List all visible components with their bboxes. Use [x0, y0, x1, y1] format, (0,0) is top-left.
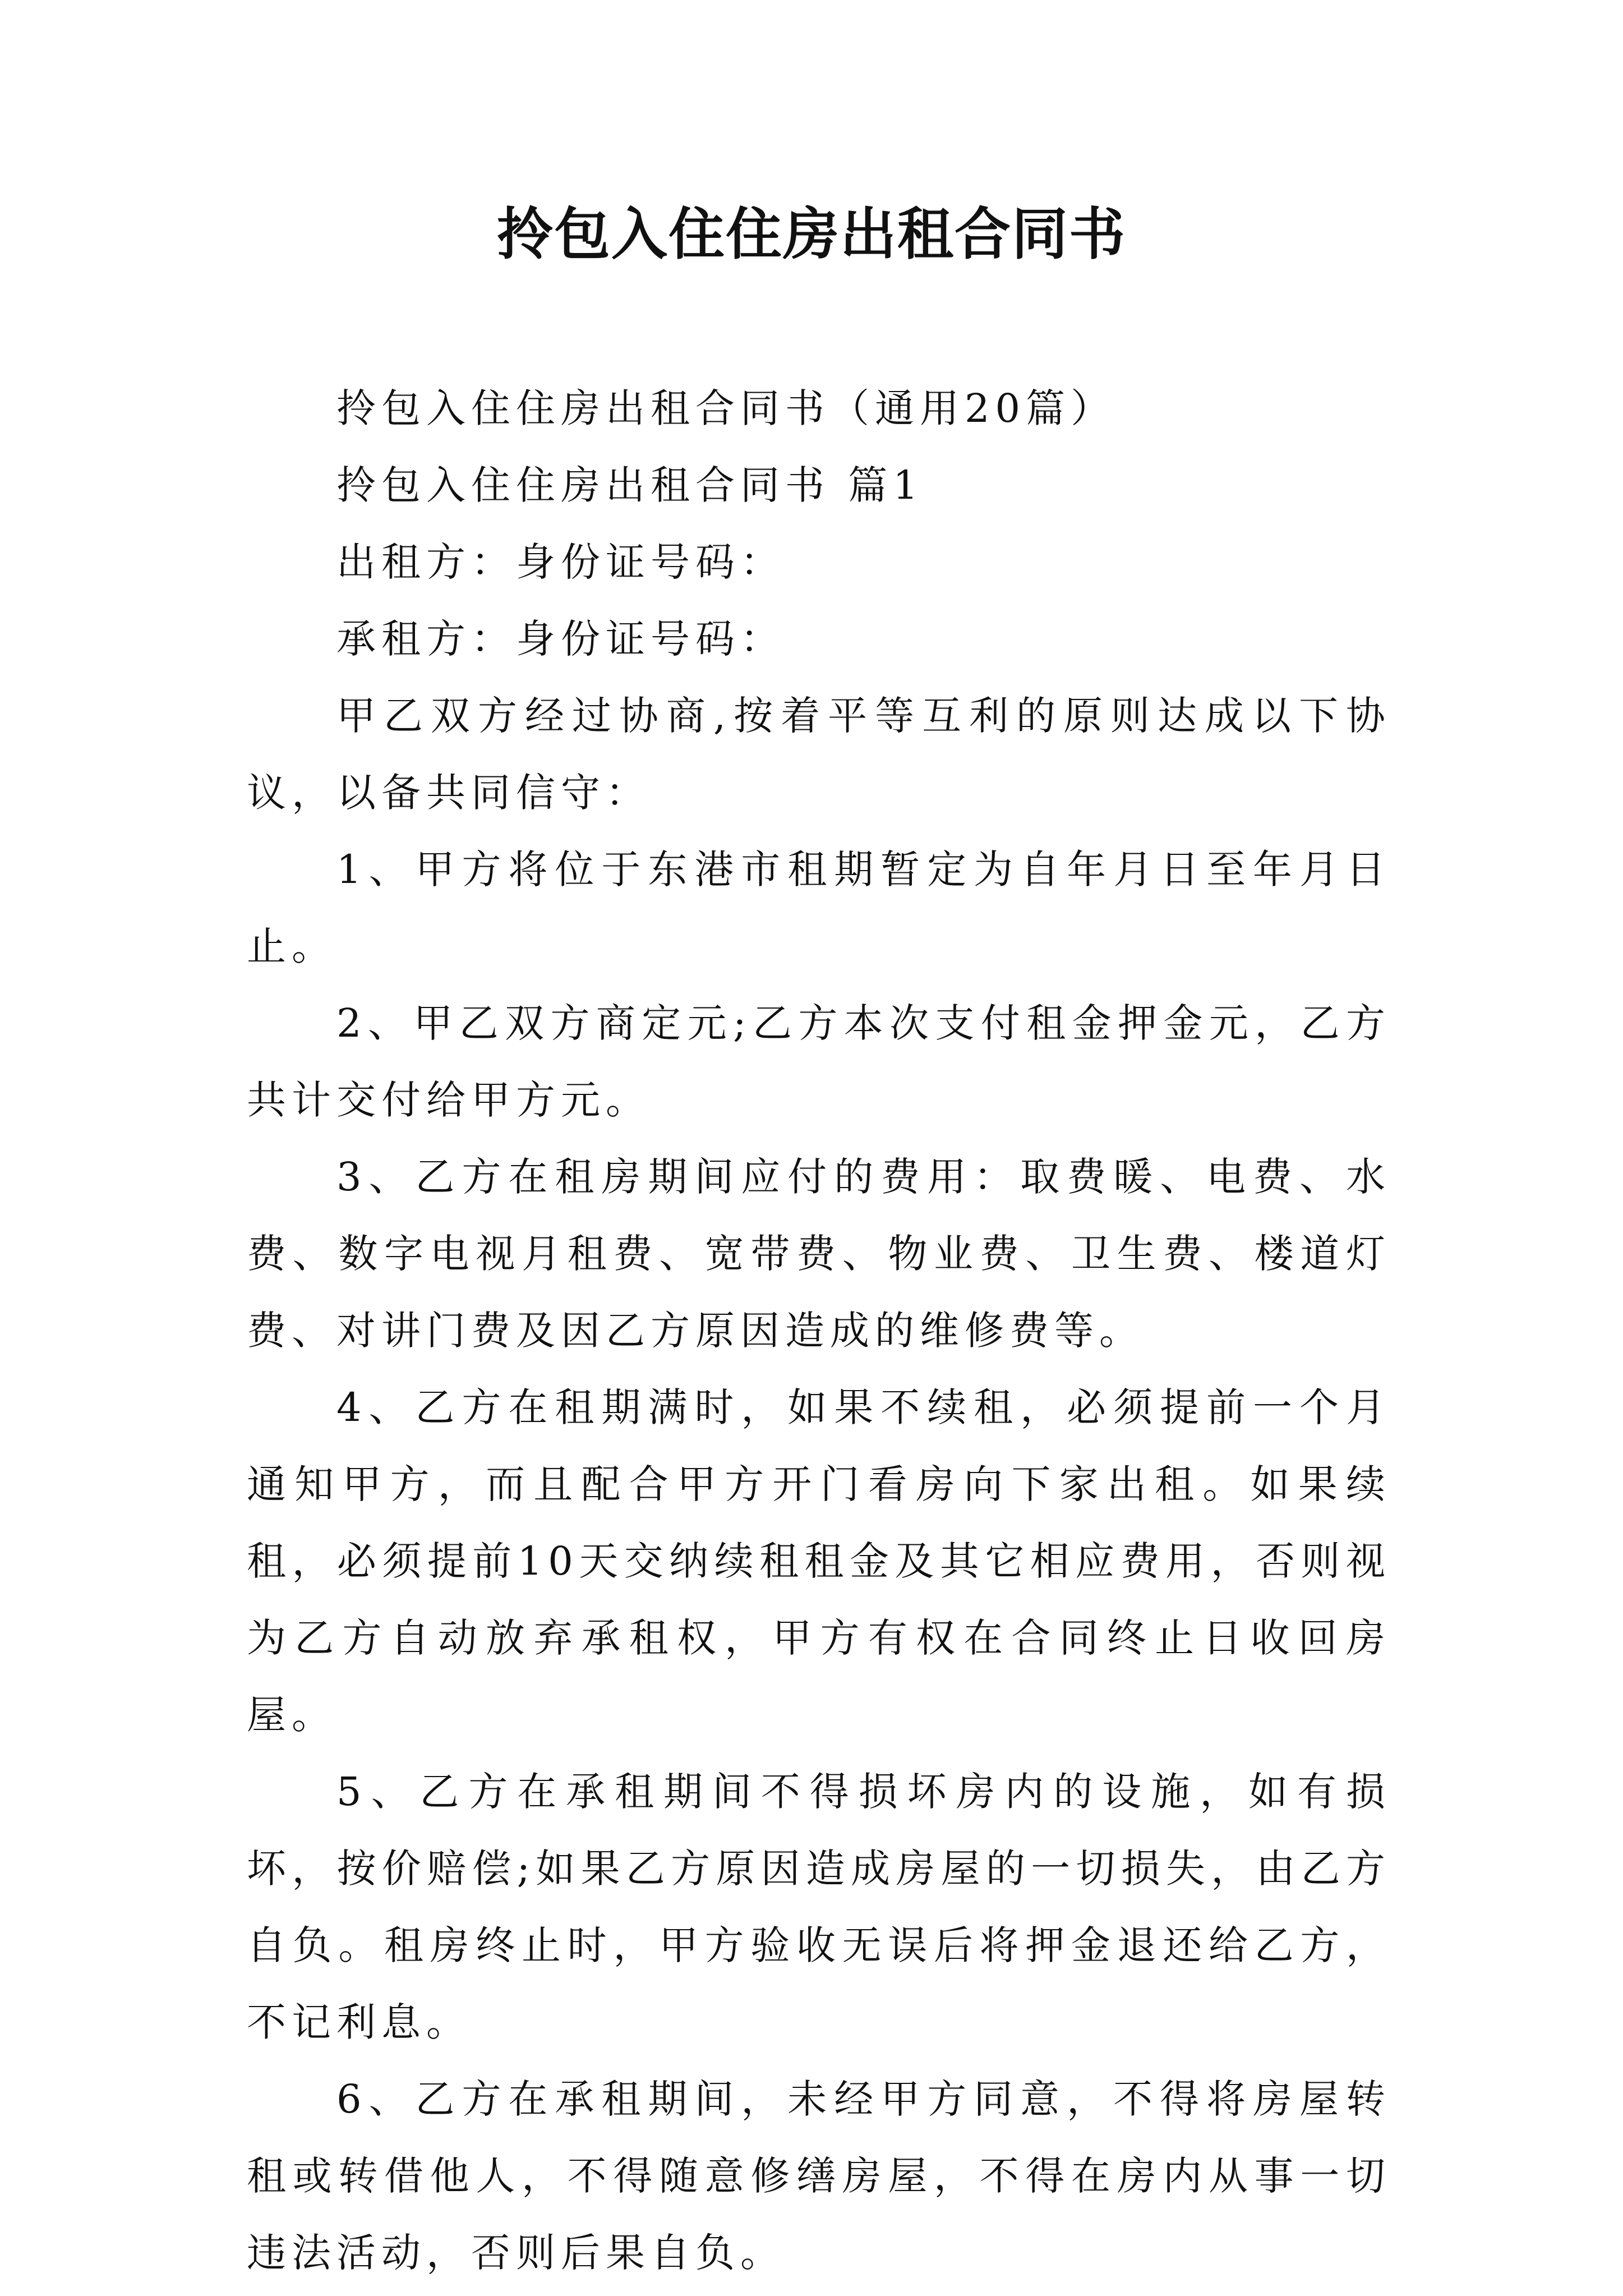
document-body [247, 370, 1391, 2292]
clause-2: 2、甲乙双方商定元;乙方本次支付租金押金元，乙方共计交付给甲方元。 [247, 1000, 1391, 1123]
paragraph-subtitle: 拎包入住住房出租合同书（通用20篇） [336, 385, 1116, 431]
paragraph-preamble: 甲乙双方经过协商,按着平等互利的原则达成以下协议，以备共同信守： [247, 693, 1391, 816]
clause-5: 5、乙方在承租期间不得损坏房内的设施，如有损坏，按价赔偿;如果乙方原因造成房屋的一切损失，由乙方自负。租房终止时，甲方验收无误后将押金退还给乙方，不记利息。 [247, 1769, 1391, 2045]
clause-1: 1、甲方将位于东港市租期暂定为自年月日至年月日止。 [247, 846, 1391, 969]
clause-4: 4、乙方在租期满时，如果不续租，必须提前一个月通知甲方，而且配合甲方开门看房向下家出租。如果续租，必须提前10天交纳续租租金及其它相应费用，否则视为乙方自动放弃承租权，甲方有权在合同终止日收回房屋。 [247, 1384, 1391, 1738]
clause-6: 6、乙方在承租期间，未经甲方同意，不得将房屋转租或转借他人，不得随意修缮房屋，不得在房内从事一切违法活动，否则后果自负。 [247, 2076, 1391, 2276]
paragraph-section-heading: 拎包入住住房出租合同书 篇1 [336, 462, 924, 508]
paragraph-lessor: 出租方：身份证号码： [336, 539, 785, 585]
clause-3: 3、乙方在租房期间应付的费用：取费暖、电费、水费、数字电视月租费、宽带费、物业费、卫生费、楼道灯费、对讲门费及因乙方原因造成的维修费等。 [247, 1154, 1391, 1354]
paragraph-lessee: 承租方：身份证号码： [336, 616, 785, 662]
document-title: 拎包入住住房出租合同书 [497, 201, 1126, 267]
